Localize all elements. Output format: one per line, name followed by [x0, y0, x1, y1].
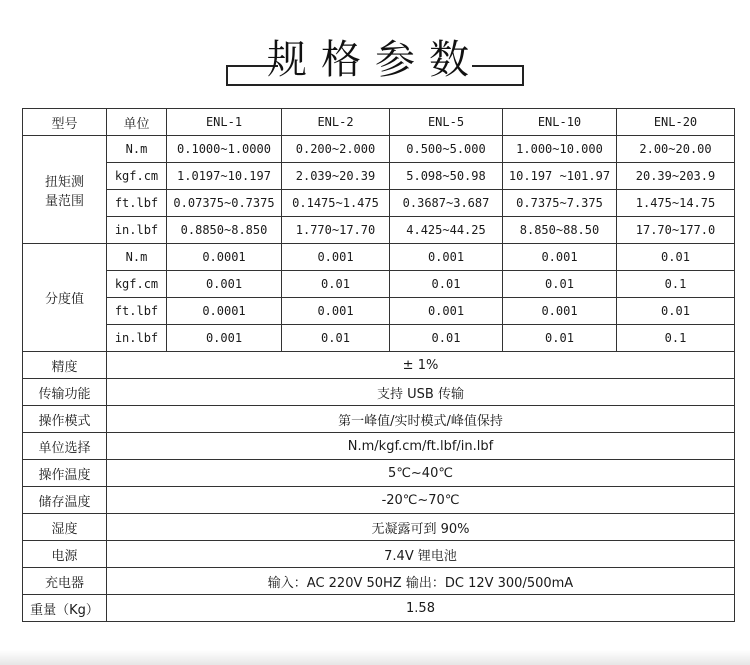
header-cell: ENL-10 [503, 109, 617, 136]
value-cell: 0.01 [282, 325, 390, 352]
unit-cell: in.lbf [107, 325, 167, 352]
value-cell: 0.0001 [167, 244, 282, 271]
header-cell: ENL-20 [617, 109, 735, 136]
value-cell: 0.001 [503, 244, 617, 271]
value-cell: 0.001 [390, 298, 503, 325]
general-label: 操作温度 [23, 460, 107, 487]
value-cell: 0.1 [617, 271, 735, 298]
value-cell: 4.425~44.25 [390, 217, 503, 244]
general-row [23, 487, 735, 514]
unit-cell: N.m [107, 244, 167, 271]
title-banner [0, 0, 750, 100]
general-value: 第一峰值/实时模式/峰值保持 [107, 406, 735, 433]
value-cell: 2.039~20.39 [282, 163, 390, 190]
general-value: 1.58 [107, 595, 735, 622]
range-group-row [23, 163, 735, 190]
general-value: 无凝露可到 90% [107, 514, 735, 541]
value-cell: 0.01 [503, 325, 617, 352]
general-value: 支持 USB 传输 [107, 379, 735, 406]
value-cell: 8.850~88.50 [503, 217, 617, 244]
value-cell: 0.001 [503, 298, 617, 325]
header-cell: 型号 [23, 109, 107, 136]
unit-cell: kgf.cm [107, 271, 167, 298]
general-row [23, 433, 735, 460]
general-value: 输入：AC 220V 50HZ 输出：DC 12V 300/500mA [107, 568, 735, 595]
general-value: -20℃~70℃ [107, 487, 735, 514]
value-cell: 0.1000~1.0000 [167, 136, 282, 163]
value-cell: 0.07375~0.7375 [167, 190, 282, 217]
unit-cell: kgf.cm [107, 163, 167, 190]
general-label: 充电器 [23, 568, 107, 595]
value-cell: 1.0197~10.197 [167, 163, 282, 190]
general-label: 单位选择 [23, 433, 107, 460]
resolution-group-row [23, 271, 735, 298]
general-value: 5℃~40℃ [107, 460, 735, 487]
general-label: 电源 [23, 541, 107, 568]
value-cell: 0.001 [167, 271, 282, 298]
value-cell: 0.200~2.000 [282, 136, 390, 163]
header-cell: 单位 [107, 109, 167, 136]
general-row [23, 514, 735, 541]
range-group-row [23, 217, 735, 244]
header-cell: ENL-5 [390, 109, 503, 136]
general-value: ± 1% [107, 352, 735, 379]
bottom-shadow [0, 650, 750, 665]
value-cell: 5.098~50.98 [390, 163, 503, 190]
value-cell: 17.70~177.0 [617, 217, 735, 244]
resolution-group-row [23, 298, 735, 325]
general-row [23, 568, 735, 595]
spec-table [22, 108, 735, 622]
value-cell: 0.01 [617, 244, 735, 271]
header-cell: ENL-2 [282, 109, 390, 136]
general-label: 传输功能 [23, 379, 107, 406]
value-cell: 0.001 [282, 298, 390, 325]
value-cell: 0.01 [390, 325, 503, 352]
general-value: 7.4V 锂电池 [107, 541, 735, 568]
value-cell: 10.197 ~101.97 [503, 163, 617, 190]
general-row [23, 460, 735, 487]
general-label: 湿度 [23, 514, 107, 541]
value-cell: 0.01 [503, 271, 617, 298]
value-cell: 1.000~10.000 [503, 136, 617, 163]
value-cell: 0.3687~3.687 [390, 190, 503, 217]
page-title: 规格参数 [267, 37, 483, 83]
value-cell: 2.00~20.00 [617, 136, 735, 163]
value-cell: 0.001 [167, 325, 282, 352]
spec-table-body [23, 109, 735, 622]
value-cell: 20.39~203.9 [617, 163, 735, 190]
value-cell: 0.8850~8.850 [167, 217, 282, 244]
resolution-group-row [23, 325, 735, 352]
unit-cell: ft.lbf [107, 298, 167, 325]
header-row [23, 109, 735, 136]
value-cell: 0.01 [282, 271, 390, 298]
resolution-group-label: 分度值 [23, 244, 107, 352]
general-row [23, 379, 735, 406]
general-row [23, 406, 735, 433]
value-cell: 0.01 [617, 298, 735, 325]
general-row [23, 541, 735, 568]
general-label: 储存温度 [23, 487, 107, 514]
value-cell: 1.475~14.75 [617, 190, 735, 217]
general-label: 精度 [23, 352, 107, 379]
general-value: N.m/kgf.cm/ft.lbf/in.lbf [107, 433, 735, 460]
unit-cell: in.lbf [107, 217, 167, 244]
value-cell: 0.1475~1.475 [282, 190, 390, 217]
general-label: 操作模式 [23, 406, 107, 433]
value-cell: 0.1 [617, 325, 735, 352]
value-cell: 0.001 [282, 244, 390, 271]
value-cell: 0.001 [390, 244, 503, 271]
general-row [23, 595, 735, 622]
general-row [23, 352, 735, 379]
unit-cell: ft.lbf [107, 190, 167, 217]
range-group-row [23, 190, 735, 217]
value-cell: 1.770~17.70 [282, 217, 390, 244]
value-cell: 0.0001 [167, 298, 282, 325]
value-cell: 0.500~5.000 [390, 136, 503, 163]
range-group-row [23, 136, 735, 163]
value-cell: 0.7375~7.375 [503, 190, 617, 217]
value-cell: 0.01 [390, 271, 503, 298]
range-group-label: 扭矩测 量范围 [23, 136, 107, 244]
general-label: 重量（Kg） [23, 595, 107, 622]
header-cell: ENL-1 [167, 109, 282, 136]
unit-cell: N.m [107, 136, 167, 163]
resolution-group-row [23, 244, 735, 271]
